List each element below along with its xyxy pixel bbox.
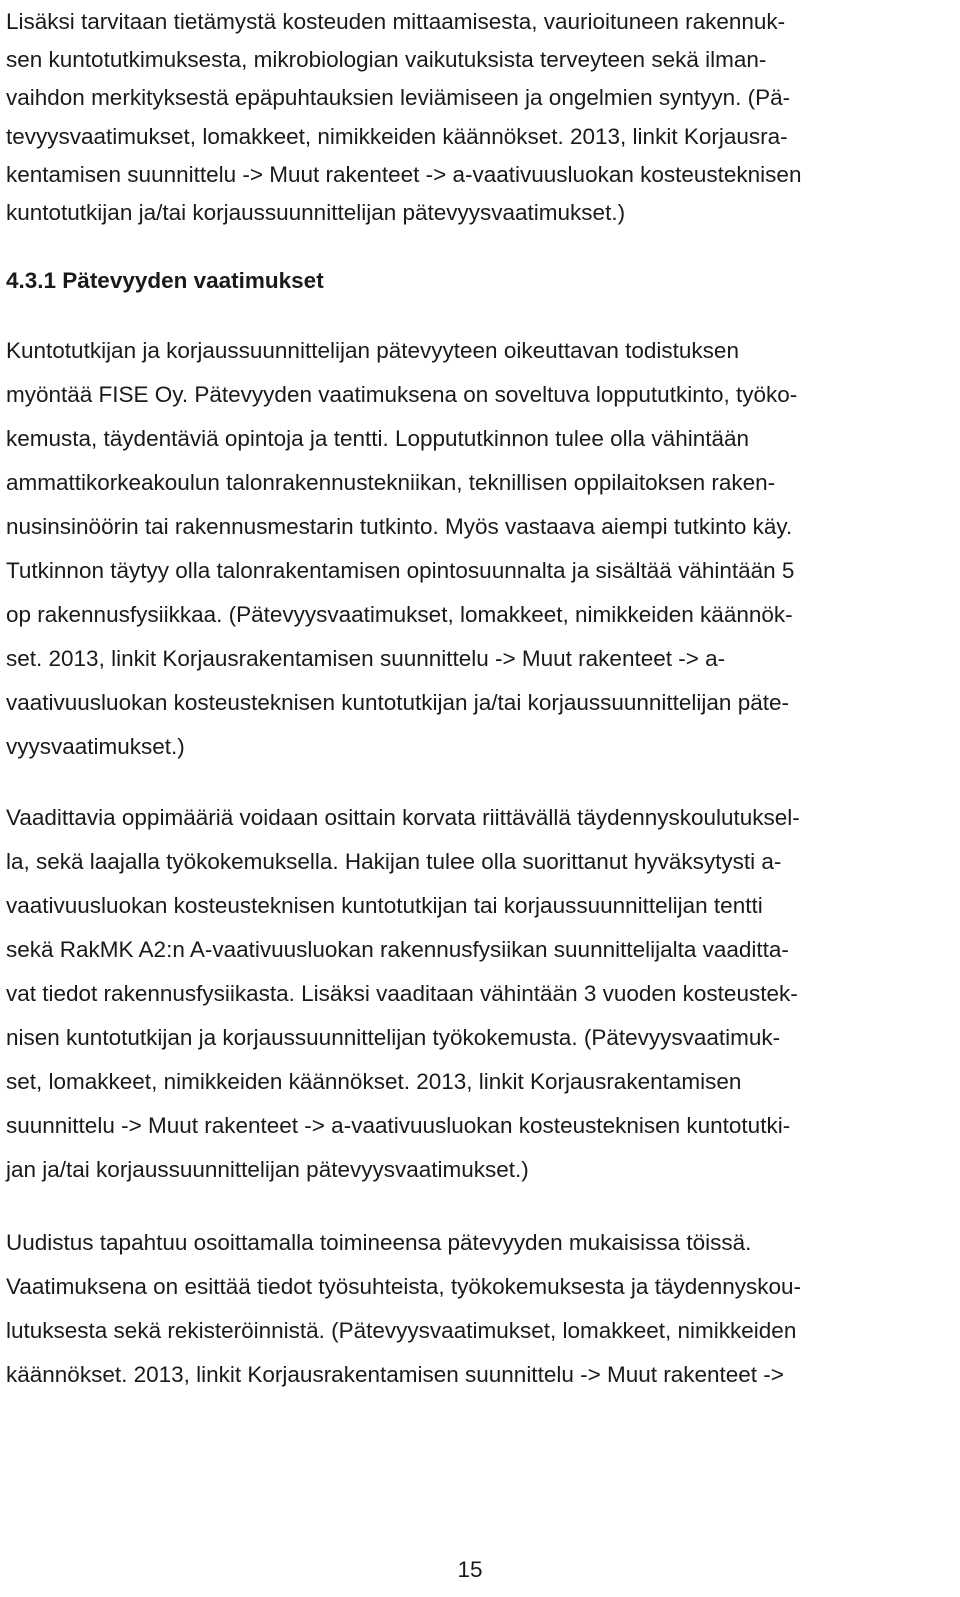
text-line: sen kuntotutkimuksesta, mikrobiologian vaikutuksista terveyteen sekä ilman- <box>6 47 767 72</box>
text-line: tevyysvaatimukset, lomakkeet, nimikkeiden käännökset. 2013, linkit Korjausra- <box>6 124 788 149</box>
text-line: Vaatimuksena on esittää tiedot työsuhteista, työkokemuksesta ja täydennyskou- <box>6 1274 802 1299</box>
text-line: myöntää FISE Oy. Pätevyyden vaatimuksena on soveltuva loppututkinto, työko- <box>6 382 798 407</box>
text-line: kemusta, täydentäviä opintoja ja tentti. Loppututkinnon tulee olla vähintään <box>6 426 750 451</box>
text-line: sekä RakMK A2:n A-vaativuusluokan rakennusfysiikan suunnittelijalta vaaditta- <box>6 937 789 962</box>
text-line: suunnittelu -> Muut rakenteet -> a-vaativuusluokan kosteusteknisen kuntotutki- <box>6 1113 791 1138</box>
text-line: vat tiedot rakennusfysiikasta. Lisäksi vaaditaan vähintään 3 vuoden kosteustek- <box>6 981 798 1006</box>
text-line: Vaadittavia oppimääriä voidaan osittain korvata riittävällä täydennyskoulutuksel- <box>6 805 800 830</box>
text-line: Tutkinnon täytyy olla talonrakentamisen opintosuunnalta ja sisältää vähintään 5 <box>6 558 795 583</box>
text-line: set. 2013, linkit Korjausrakentamisen suunnittelu -> Muut rakenteet -> a- <box>6 646 726 671</box>
text-line: vaihdon merkityksestä epäpuhtauksien leviämiseen ja ongelmien syntyyn. (Pä- <box>6 85 791 110</box>
text-line: käännökset. 2013, linkit Korjausrakentamisen suunnittelu -> Muut rakenteet -> <box>6 1362 784 1387</box>
text-line: vaativuusluokan kosteusteknisen kuntotutkijan ja/tai korjaussuunnittelijan päte- <box>6 690 789 715</box>
text-line: la, sekä laajalla työkokemuksella. Hakijan tulee olla suorittanut hyväksytysti a- <box>6 849 782 874</box>
text-line: vyysvaatimukset.) <box>6 734 185 759</box>
text-line: Kuntotutkijan ja korjaussuunnittelijan pätevyyteen oikeuttavan todistuksen <box>6 338 739 363</box>
text-line: nisen kuntotutkijan ja korjaussuunnittelijan työkokemusta. (Pätevyysvaatimuk- <box>6 1025 781 1050</box>
text-line: vaativuusluokan kosteusteknisen kuntotutkijan tai korjaussuunnittelijan tentti <box>6 893 763 918</box>
text-line: jan ja/tai korjaussuunnittelijan pätevyysvaatimukset.) <box>6 1157 529 1182</box>
text-line: ammattikorkeakoulun talonrakennustekniikan, teknillisen oppilaitoksen raken- <box>6 470 776 495</box>
text-line: kentamisen suunnittelu -> Muut rakenteet -> a-vaativuusluokan kosteusteknisen <box>6 162 802 187</box>
page-number: 15 <box>457 1557 483 1582</box>
text-line: lutuksesta sekä rekisteröinnistä. (Pätevyysvaatimukset, lomakkeet, nimikkeiden <box>6 1318 797 1343</box>
text-line: kuntotutkijan ja/tai korjaussuunnittelijan pätevyysvaatimukset.) <box>6 200 626 225</box>
text-line: op rakennusfysiikkaa. (Pätevyysvaatimukset, lomakkeet, nimikkeiden käännök- <box>6 602 793 627</box>
text-line: Lisäksi tarvitaan tietämystä kosteuden mittaamisesta, vaurioituneen rakennuk- <box>6 9 786 34</box>
text-line: nusinsinöörin tai rakennusmestarin tutkinto. Myös vastaava aiempi tutkinto käy. <box>6 514 793 539</box>
section-heading: 4.3.1 Pätevyyden vaatimukset <box>6 268 324 293</box>
text-line: set, lomakkeet, nimikkeiden käännökset. 2013, linkit Korjausrakentamisen <box>6 1069 742 1094</box>
text-line: Uudistus tapahtuu osoittamalla toimineensa pätevyyden mukaisissa töissä. <box>6 1230 752 1255</box>
